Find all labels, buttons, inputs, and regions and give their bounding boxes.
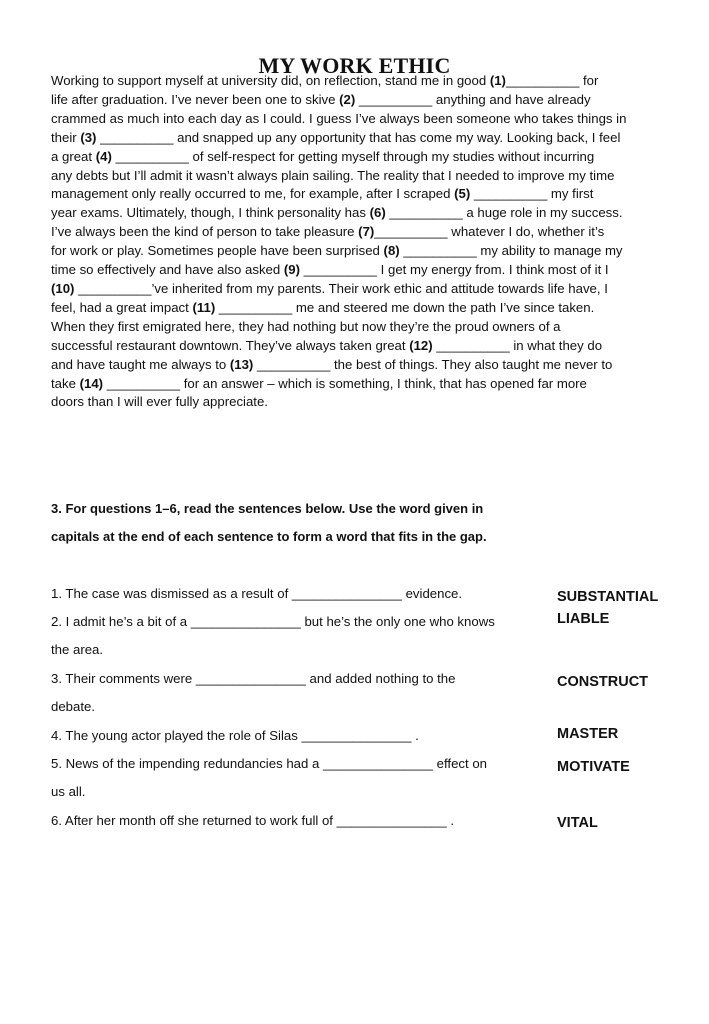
- passage-line: take (14) __________ for an answer – which is something, I think, that has opened far more: [51, 375, 587, 391]
- section-3-instruction: capitals at the end of each sentence to form a word that fits in the gap.: [51, 529, 487, 544]
- question-3: 3. Their comments were _______________ and added nothing to the: [51, 671, 456, 686]
- passage-line: year exams. Ultimately, though, I think personality has (6) __________ a huge role in my success.: [51, 205, 623, 221]
- passage-line: feel, had a great impact (11) __________ me and steered me down the path I’ve since taken.: [51, 299, 595, 315]
- question-5: 5. News of the impending redundancies had a _______________ effect on: [51, 756, 488, 771]
- passage-line: any debts but I’ll admit it wasn’t always plain sailing. The reality that I needed to improve my time: [51, 167, 615, 183]
- question-5-continued: us all.: [51, 784, 86, 799]
- question-1: 1. The case was dismissed as a result of _______________ evidence.: [51, 586, 463, 601]
- keyword-liable: LIABLE: [557, 611, 610, 627]
- question-4: 4. The young actor played the role of Silas _______________ .: [51, 728, 419, 743]
- passage-line: their (3) __________ and snapped up any opportunity that has come my way. Looking back, I feel: [51, 129, 621, 145]
- passage-line: (10) __________’ve inherited from my parents. Their work ethic and attitude towards life have, I: [51, 280, 608, 296]
- cloze-passage: [51, 72, 666, 412]
- passage-line: doors than I will ever fully appreciate.: [51, 394, 268, 410]
- passage-line: for work or play. Sometimes people have been surprised (8) __________ my ability to manage my: [51, 243, 623, 259]
- keyword-motivate: MOTIVATE: [557, 759, 630, 775]
- section-3-instruction: 3. For questions 1–6, read the sentences below. Use the word given in: [51, 501, 484, 516]
- passage-line: management only really occurred to me, for example, after I scraped (5) __________ my first: [51, 186, 594, 202]
- passage-line: a great (4) __________ of self-respect for getting myself through my studies without incurring: [51, 148, 595, 164]
- question-2-continued: the area.: [51, 642, 104, 657]
- page-title: MY WORK ETHIC: [258, 52, 451, 78]
- passage-line: I’ve always been the kind of person to take pleasure (7)__________ whatever I do, whether it’s: [51, 224, 605, 240]
- passage-line: crammed as much into each day as I could. I guess I’ve always been someone who takes things in: [51, 110, 627, 126]
- passage-line: time so effectively and have also asked (9) __________ I get my energy from. I think most of it I: [51, 262, 609, 278]
- question-3-continued: debate.: [51, 699, 95, 714]
- passage-line: and have taught me always to (13) __________ the best of things. They also taught me never to: [51, 356, 613, 372]
- passage-line: successful restaurant downtown. They’ve always taken great (12) __________ in what they do: [51, 337, 603, 353]
- keyword-master: MASTER: [557, 726, 619, 742]
- keyword-construct: CONSTRUCT: [557, 674, 649, 690]
- question-6: 6. After her month off she returned to work full of _______________ .: [51, 813, 454, 828]
- keyword-substantial: SUBSTANTIAL: [557, 589, 659, 605]
- passage-line: Working to support myself at university did, on reflection, stand me in good (1)__________ for: [51, 73, 599, 88]
- passage-line: When they first emigrated here, they had nothing but now they’re the proud owners of a: [51, 318, 561, 334]
- keyword-vital: VITAL: [557, 815, 598, 831]
- passage-line: life after graduation. I’ve never been one to skive (2) __________ anything and have already: [51, 91, 591, 107]
- question-2: 2. I admit he’s a bit of a _______________ but he’s the only one who knows: [51, 614, 495, 629]
